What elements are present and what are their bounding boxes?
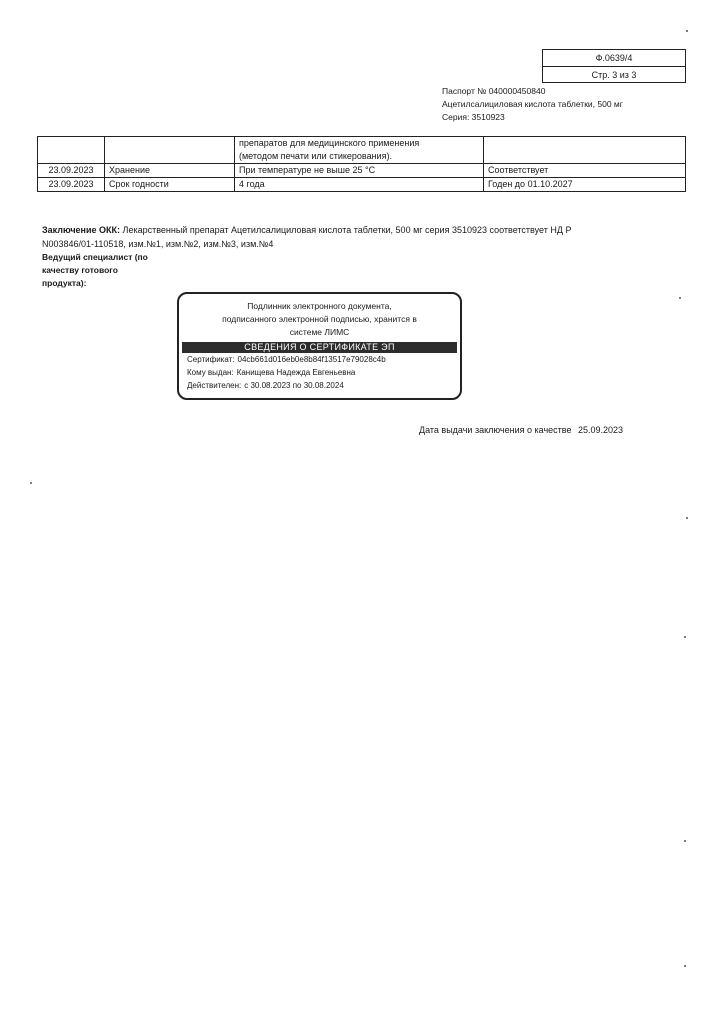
table-cell: 23.09.2023 bbox=[38, 178, 105, 192]
passport-info bbox=[442, 85, 623, 124]
table-cell bbox=[38, 137, 105, 164]
certificate-label: Сертификат: bbox=[187, 355, 235, 364]
stamp-certificate bbox=[179, 353, 460, 366]
table-cell bbox=[105, 137, 235, 164]
specialist-line: качеству готового bbox=[42, 265, 118, 275]
table-cell: 23.09.2023 bbox=[38, 164, 105, 178]
passport-number: Паспорт № 040000450840 bbox=[442, 86, 546, 96]
scan-speck bbox=[686, 30, 688, 32]
table-cell: 4 года bbox=[235, 178, 484, 192]
page-number: Стр. 3 из 3 bbox=[543, 66, 685, 83]
form-code: Ф.0639/4 bbox=[595, 53, 633, 63]
passport-product: Ацетилсалициловая кислота таблетки, 500 мг bbox=[442, 99, 623, 109]
specialist-label bbox=[42, 251, 148, 290]
valid-value: с 30.08.2023 по 30.08.2024 bbox=[244, 381, 344, 390]
table-cell: препаратов для медицинского применения bbox=[235, 137, 484, 151]
table-cell bbox=[484, 137, 686, 164]
table-cell: Соответствует bbox=[484, 164, 686, 178]
scan-speck bbox=[679, 297, 681, 299]
stamp-original-note bbox=[179, 300, 460, 339]
specialist-line: продукта): bbox=[42, 278, 87, 288]
scan-speck bbox=[684, 965, 686, 967]
stamp-line: подписанного электронной подписью, хранится в bbox=[222, 314, 417, 324]
issue-date-value: 25.09.2023 bbox=[577, 425, 624, 435]
stamp-line: системе ЛИМС bbox=[289, 327, 350, 337]
certificate-value: 04cb661d016eb0e8b84f13517e79028c4b bbox=[237, 355, 386, 364]
conclusion bbox=[42, 223, 572, 251]
table-row bbox=[38, 164, 686, 178]
passport-series: Серия: 3510923 bbox=[442, 112, 505, 122]
stamp-line: Подлинник электронного документа, bbox=[247, 301, 392, 311]
issue-date-label: Дата выдачи заключения о качестве bbox=[419, 425, 572, 435]
table-row bbox=[38, 137, 686, 151]
conclusion-text: Лекарственный препарат Ацетилсалициловая кислота таблетки, 500 мг серия 3510923 соответствует НД Р N003846/01-110518, изм.№1, изм.№2, изм.№3, изм.№4 bbox=[42, 225, 572, 249]
stamp-header: СВЕДЕНИЯ О СЕРТИФИКАТЕ ЭП bbox=[182, 342, 457, 353]
spec-table bbox=[37, 136, 686, 192]
conclusion-label: Заключение ОКК: bbox=[42, 225, 121, 235]
stamp-issued bbox=[179, 366, 460, 379]
issue-date bbox=[419, 424, 623, 437]
scan-speck bbox=[686, 517, 688, 519]
table-cell: (методом печати или стикерования). bbox=[235, 150, 484, 164]
table-cell: При температуре не выше 25 °С bbox=[235, 164, 484, 178]
form-code-box bbox=[542, 49, 686, 83]
issued-label: Кому выдан: bbox=[187, 368, 234, 377]
scan-speck bbox=[30, 482, 32, 484]
table-cell: Годен до 01.10.2027 bbox=[484, 178, 686, 192]
valid-label: Действителен: bbox=[187, 381, 242, 390]
scan-speck bbox=[684, 636, 686, 638]
stamp-valid bbox=[179, 379, 460, 392]
specialist-line: Ведущий специалист (по bbox=[42, 252, 148, 262]
table-cell: Срок годности bbox=[105, 178, 235, 192]
signature-stamp bbox=[177, 292, 462, 400]
table-cell: Хранение bbox=[105, 164, 235, 178]
issued-value: Канищева Надежда Евгеньевна bbox=[236, 368, 356, 377]
table-row bbox=[38, 178, 686, 192]
scan-speck bbox=[684, 840, 686, 842]
